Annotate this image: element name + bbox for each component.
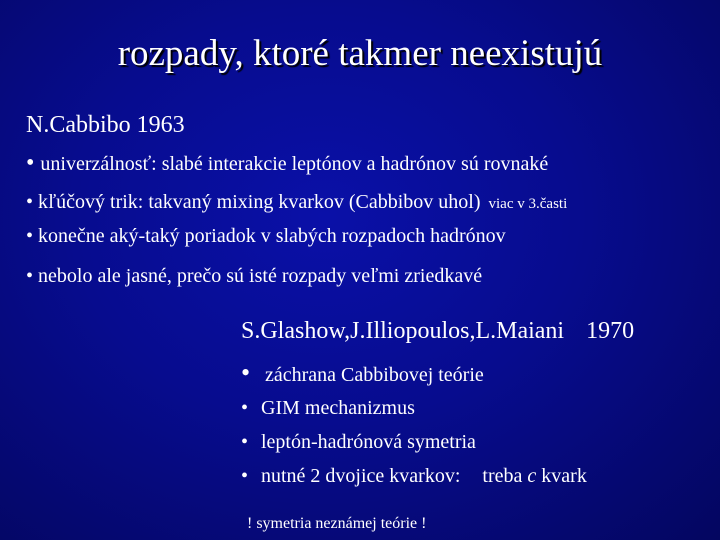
bullet-dot: • [26,150,35,176]
bullet-universality [26,148,548,179]
bullet-mixing [26,187,567,219]
bullet-order [26,221,506,251]
sub-bullet-rescue [241,358,484,390]
sub-bullet-gim [241,393,415,423]
quark-symbol: c [527,465,537,487]
bullet-dot: • [241,465,249,487]
sub-bullet-text: GIM mechanizmus [261,397,415,419]
author-year: 1970 [586,318,635,344]
slide-title: rozpady, ktoré takmer neexistujú [117,33,603,74]
bullet-dot: • [241,358,251,387]
sub-bullet-text: záchrana Cabbibovej teórie [265,364,484,386]
author-names: S.Glashow,J.Illiopoulos,L.Maiani [241,318,565,344]
bullet-text: univerzálnosť: slabé interakcie leptónov a hadrónov sú rovnaké [40,153,549,175]
sub-bullet-symmetry [241,427,476,457]
bullet-rare-decays [26,261,482,291]
bullet-dot: • [241,397,249,419]
bullet-text: konečne aký-taký poriadok v slabých rozpadoch hadrónov [38,225,506,247]
bullet-dot: • [26,191,34,213]
author-cabbibo: N.Cabbibo 1963 [26,112,185,138]
bullet-dot: • [26,225,34,247]
footnote: ! symetria neznámej teórie ! [247,515,427,532]
bullet-text: kľúčový trik: takvaný mixing kvarkov (Cabbibov uhol) [38,191,481,213]
bullet-note: viac v 3.časti [488,196,568,212]
sub-bullet-text: nutné 2 dvojice kvarkov: [261,465,461,487]
bullet-dot: • [241,431,249,453]
sub-bullet-text: leptón-hadrónová symetria [261,431,476,453]
sub-bullet-quark-pairs [241,461,587,491]
author-gim [241,315,634,347]
bullet-text: nebolo ale jasné, prečo sú isté rozpady veľmi zriedkavé [38,265,483,287]
sub-bullet-tail-post: kvark [541,465,587,487]
sub-bullet-tail-pre: treba [482,465,523,487]
bullet-dot: • [26,265,34,287]
